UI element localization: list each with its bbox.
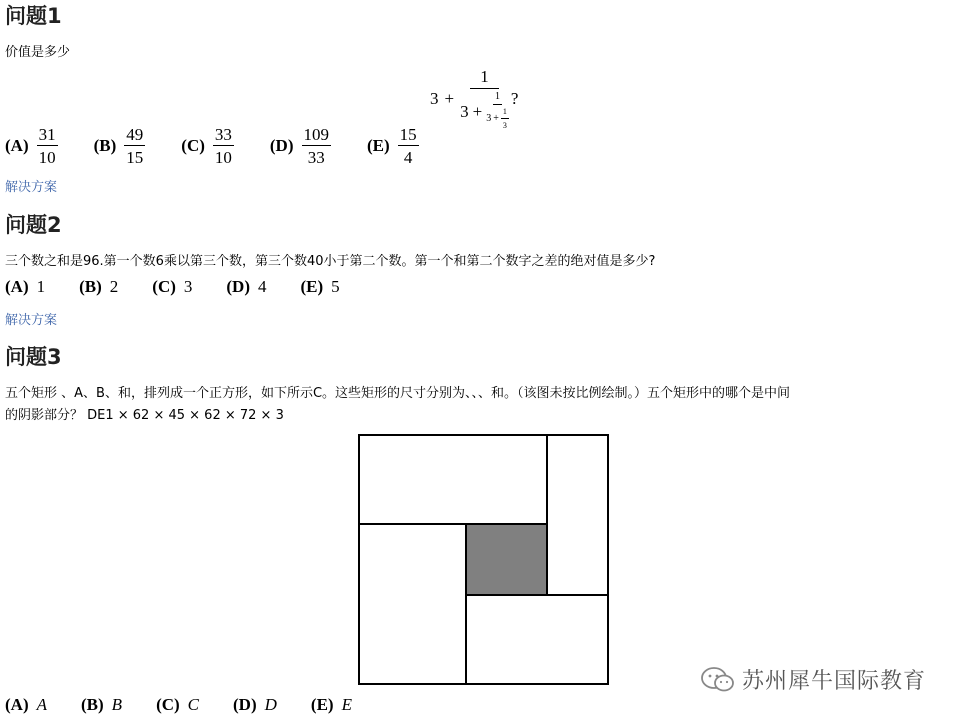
choice-label: (D) xyxy=(269,136,294,155)
choice-fraction xyxy=(124,126,145,166)
expr-innermost-fraction xyxy=(501,108,509,130)
expr-term: 3 xyxy=(430,89,439,108)
choice-numerator: 109 xyxy=(303,125,329,144)
q1-solution-link[interactable]: 解决方案 xyxy=(5,180,58,195)
choice-value: A xyxy=(36,695,47,714)
q3-choices xyxy=(5,695,386,715)
q3-choice-d[interactable] xyxy=(233,695,277,715)
q2-heading: 问题2 xyxy=(5,213,62,237)
expr-fraction xyxy=(460,68,509,130)
choice-numerator: 15 xyxy=(399,125,417,144)
expr-inner-term: 3 xyxy=(486,113,492,124)
expr-inner-denominator xyxy=(486,105,509,130)
q1-prompt: 价值是多少 xyxy=(5,45,71,60)
q2-choice-e[interactable] xyxy=(301,277,340,297)
q1-choice-c[interactable] xyxy=(181,126,234,166)
choice-label: (A) xyxy=(5,136,29,155)
choice-label: (C) xyxy=(152,277,176,296)
expr-den-plus: + xyxy=(472,101,483,121)
expr-plus: + xyxy=(444,89,455,108)
choice-label: (B) xyxy=(81,695,104,714)
q1-choices xyxy=(5,126,453,166)
choice-label: (A) xyxy=(5,277,29,296)
q1-choice-b[interactable] xyxy=(94,126,146,166)
wechat-icon xyxy=(700,666,736,694)
choice-value: 2 xyxy=(109,277,119,296)
q3-prompt-line1: 五个矩形 、A、B、和，排列成一个正方形，如下所示C。这些矩形的尺寸分别为、、、和。（该图未按比例绘制。）五个矩形中的哪个是中间 xyxy=(5,386,791,401)
q2-solution-link[interactable]: 解决方案 xyxy=(5,313,58,328)
q2-choice-d[interactable] xyxy=(226,277,266,297)
q3-prompt-line2: 的阴影部分？ DE1 × 62 × 45 × 62 × 72 × 3 xyxy=(5,408,284,423)
choice-label: (D) xyxy=(226,277,250,296)
expr-inner-fraction xyxy=(486,92,509,130)
choice-label: (D) xyxy=(233,695,257,714)
q2-choice-a[interactable] xyxy=(5,277,45,297)
expr-numerator: 1 xyxy=(470,68,499,89)
choice-value: 1 xyxy=(36,277,46,296)
expr-inner-plus: + xyxy=(493,113,499,124)
q1-expression xyxy=(430,68,518,130)
q2-choice-b[interactable] xyxy=(79,277,118,297)
choice-label: (E) xyxy=(367,136,390,155)
q1-choice-e[interactable] xyxy=(367,126,419,166)
choice-denominator: 15 xyxy=(126,148,144,167)
expr-question-mark: ? xyxy=(510,89,519,108)
choice-denominator: 33 xyxy=(307,148,325,167)
choice-denominator: 10 xyxy=(38,148,56,167)
choice-fraction xyxy=(213,126,234,166)
shaded-center-rectangle xyxy=(466,524,547,595)
q1-heading: 问题1 xyxy=(5,4,62,28)
choice-value: 3 xyxy=(183,277,193,296)
choice-numerator: 33 xyxy=(214,125,232,144)
choice-fraction xyxy=(37,126,58,166)
choice-denominator: 10 xyxy=(214,148,232,167)
choice-label: (E) xyxy=(310,695,334,714)
q1-choice-d[interactable] xyxy=(270,126,331,166)
choice-label: (E) xyxy=(300,277,324,296)
q3-choice-c[interactable] xyxy=(156,695,199,715)
choice-value: E xyxy=(341,695,352,714)
q2-choices xyxy=(5,277,374,297)
expr-den-term: 3 xyxy=(460,101,469,121)
choice-value: C xyxy=(187,695,200,714)
choice-label: (B) xyxy=(79,277,102,296)
choice-label: (B) xyxy=(93,136,117,155)
choice-value: 4 xyxy=(258,277,267,296)
choice-label: (A) xyxy=(5,695,29,714)
choice-value: 5 xyxy=(331,277,340,296)
watermark-text: 苏州犀牛国际教育 xyxy=(742,669,927,694)
choice-value: D xyxy=(264,695,277,714)
choice-value: B xyxy=(111,695,123,714)
choice-label: (C) xyxy=(156,695,180,714)
watermark xyxy=(700,664,926,695)
choice-label: (C) xyxy=(181,136,205,155)
rectangles-figure xyxy=(358,434,610,686)
q1-choice-a[interactable] xyxy=(5,126,58,166)
q2-choice-c[interactable] xyxy=(152,277,192,297)
choice-fraction xyxy=(302,126,332,166)
q3-choice-b[interactable] xyxy=(81,695,122,715)
expr-inner-numerator: 1 xyxy=(493,92,502,105)
q3-choice-a[interactable] xyxy=(5,695,47,715)
choice-fraction xyxy=(398,126,419,166)
choice-numerator: 31 xyxy=(38,125,56,144)
expr-innermost-numerator: 1 xyxy=(501,108,509,119)
expr-innermost-denominator: 3 xyxy=(502,121,507,130)
choice-denominator: 4 xyxy=(403,148,413,167)
choice-numerator: 49 xyxy=(126,125,144,144)
expr-denominator xyxy=(460,89,509,130)
q2-prompt: 三个数之和是96.第一个数6乘以第三个数，第三个数40小于第二个数。第一个和第二个数字之差的绝对值是多少? xyxy=(5,254,656,269)
q3-heading: 问题3 xyxy=(5,345,62,369)
q3-choice-e[interactable] xyxy=(311,695,352,715)
